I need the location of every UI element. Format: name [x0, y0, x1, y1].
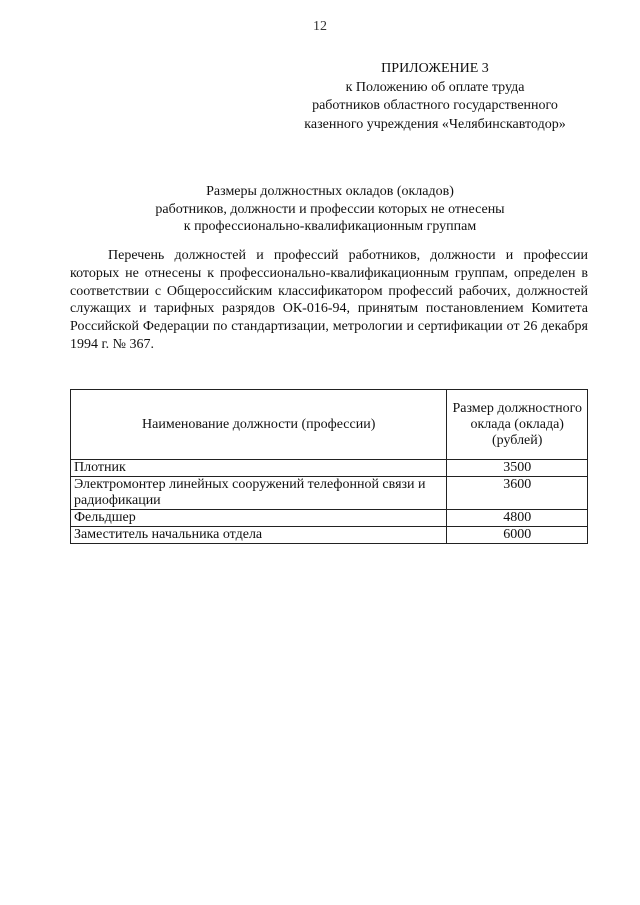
cell-position-name: Электромонтер линейных сооружений телефонной связи и радиофикации [71, 477, 447, 510]
document-title-line: к профессионально-квалификационным группам [183, 219, 477, 234]
cell-salary: 3600 [447, 477, 588, 510]
page-number: 12 [313, 19, 327, 34]
document-title [70, 183, 590, 236]
appendix-line: работников областного государственного [312, 98, 558, 113]
appendix-header [280, 60, 590, 134]
header-salary: Размер должностного оклада (оклада) (рублей) [447, 390, 588, 460]
table-header-row [71, 390, 588, 460]
cell-salary: 3500 [447, 460, 588, 477]
cell-position-name: Плотник [71, 460, 447, 477]
table-row [71, 510, 588, 527]
table-row [71, 460, 588, 477]
cell-position-name: Фельдшер [71, 510, 447, 527]
intro-paragraph: Перечень должностей и профессий работников, должности и профессии которых не отнесены к профессионально-квалификационным группам, определен в соответствии с Общероссийским классификатором профессий рабочих, должностей служащих и тарифных разрядов ОК-016-94, принятым постановлением Комитета Российской Федерации по стандартизации, метрологии и сертификации от 26 декабря 1994 г. № 367. [70, 248, 588, 352]
document-title-line: Размеры должностных окладов (окладов) [206, 184, 454, 199]
appendix-title: ПРИЛОЖЕНИЕ 3 [381, 61, 489, 76]
table-row [71, 527, 588, 544]
table-row [71, 477, 588, 510]
cell-salary: 4800 [447, 510, 588, 527]
header-position-name: Наименование должности (профессии) [71, 390, 447, 460]
document-title-line: работников, должности и профессии которых не отнесены [155, 201, 505, 217]
cell-position-name: Заместитель начальника отдела [71, 527, 447, 544]
appendix-line: к Положению об оплате труда [345, 79, 525, 95]
salary-table [70, 389, 588, 544]
appendix-line: казенного учреждения «Челябинскавтодор» [304, 116, 566, 132]
cell-salary: 6000 [447, 527, 588, 544]
